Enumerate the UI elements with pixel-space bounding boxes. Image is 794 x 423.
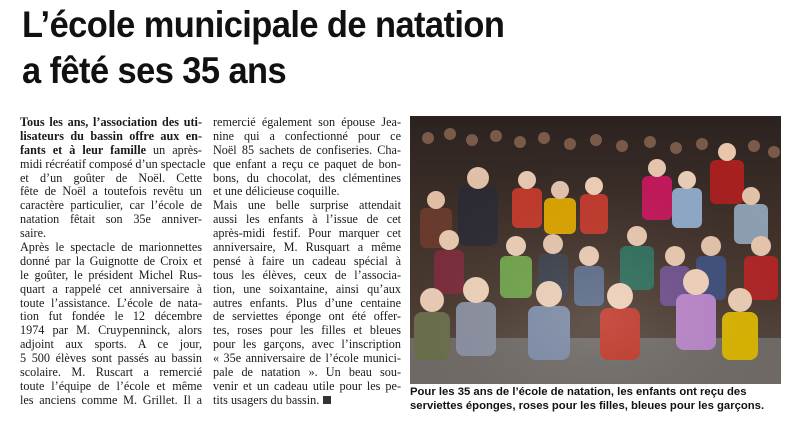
lead-line-bold: fants et à leur famille bbox=[20, 142, 146, 157]
article-column-2 bbox=[213, 116, 401, 408]
photo-caption bbox=[410, 386, 786, 413]
body-line: après-midi festif. Pour marquer cet bbox=[213, 226, 401, 241]
body-line: pour les garçons, avec l’inscription bbox=[213, 337, 401, 352]
body-line: quart a rappelé cet anniversaire à bbox=[20, 281, 202, 296]
body-line: tes, roses pour les filles et bleues bbox=[213, 323, 401, 338]
body-line: que enfant a reçu ce paquet de bon- bbox=[213, 156, 401, 171]
lead-line-tail: un après- bbox=[146, 142, 202, 157]
caption-line-1: Pour les 35 ans de l’école de natation, les enfants ont reçu des bbox=[410, 386, 747, 398]
article-column-1 bbox=[20, 115, 206, 408]
body-line: midi récréatif composé d’un spectacle bbox=[20, 156, 206, 171]
body-line: 5 500 élèves sont passés au bassin bbox=[20, 351, 202, 366]
body-line: « 35e anniversaire de l’école munici- bbox=[213, 351, 401, 366]
body-line: 1974 par M. Cruypenninck, alors bbox=[20, 323, 202, 338]
body-line: le goûter, le président Michel Rus- bbox=[20, 267, 202, 282]
body-line: saire. bbox=[20, 226, 47, 241]
body-line: tous les élèves, ceux de l’associa- bbox=[213, 267, 401, 282]
body-line: natation fêtait son 35e anniver- bbox=[20, 212, 202, 227]
body-line: remercié également son épouse Jea- bbox=[213, 115, 401, 129]
body-line: tion fut fondée le 12 décembre bbox=[20, 309, 202, 324]
body-line: anniversaire, M. Rusquart a même bbox=[213, 240, 401, 255]
body-line: scolaire. M. Ruscart a remercié bbox=[20, 365, 202, 380]
body-line: toute l’assistance. L’école de nata- bbox=[20, 295, 202, 310]
body-line: donné par la Guignotte de Croix et bbox=[20, 253, 202, 268]
body-line: de serviettes éponge ont été offer- bbox=[213, 309, 401, 324]
group-photo bbox=[410, 116, 781, 384]
body-line: autres enfants. Plus d’une centaine bbox=[213, 295, 401, 310]
caption-line-2: serviettes éponges, roses pour les filles, bleues pour les garçons. bbox=[410, 399, 765, 412]
body-line-final bbox=[213, 394, 401, 408]
headline bbox=[22, 2, 504, 94]
body-line: tion, une soixantaine, ainsi qu’aux bbox=[213, 281, 401, 296]
headline-line-1: L’école municipale de natation bbox=[22, 4, 505, 45]
body-line: Mais une belle surprise attendait bbox=[213, 198, 401, 213]
body-line: bons, du chocolat, des clémentines bbox=[213, 170, 401, 185]
body-line: les anciens comme M. Grillet. Il a bbox=[20, 392, 202, 407]
body-line-final-text: tits usagers du bassin. bbox=[213, 392, 320, 407]
headline-line-2: a fêté ses 35 ans bbox=[22, 50, 287, 91]
body-line: caractère particulier, car l’école de bbox=[20, 198, 202, 213]
body-line: et une délicieuse coquille. bbox=[213, 184, 340, 199]
body-line: aussi les enfants à l’issue de cet bbox=[213, 212, 401, 227]
lead-line: Tous les ans, l’association des uti- bbox=[20, 115, 202, 129]
group-photo-illustration bbox=[410, 116, 781, 384]
body-line: et d’un goûter de Noël. Cette bbox=[20, 170, 202, 185]
lead-line: lisateurs du bassin offre aux en- bbox=[20, 128, 202, 143]
body-line: fête de Noël a toutefois revêtu un bbox=[20, 184, 202, 199]
body-line: pensé à faire un cadeau spécial à bbox=[213, 253, 401, 268]
body-line: pale de natation ». Un beau sou- bbox=[213, 365, 401, 380]
body-line: nine qui a confectionné pour ce bbox=[213, 128, 401, 143]
body-line: venir et un cadeau utile pour les pe- bbox=[213, 378, 401, 393]
body-line: Noël 85 sachets de confiseries. Cha- bbox=[213, 142, 401, 157]
body-line: adjoint aux sports. A ce jour, bbox=[20, 337, 202, 352]
end-of-article-square-icon bbox=[323, 396, 331, 404]
body-line: toute l’équipe de l’école et même bbox=[20, 378, 202, 393]
lead-line-mixed bbox=[20, 144, 202, 158]
body-line: Après le spectacle de marionnettes bbox=[20, 240, 202, 255]
